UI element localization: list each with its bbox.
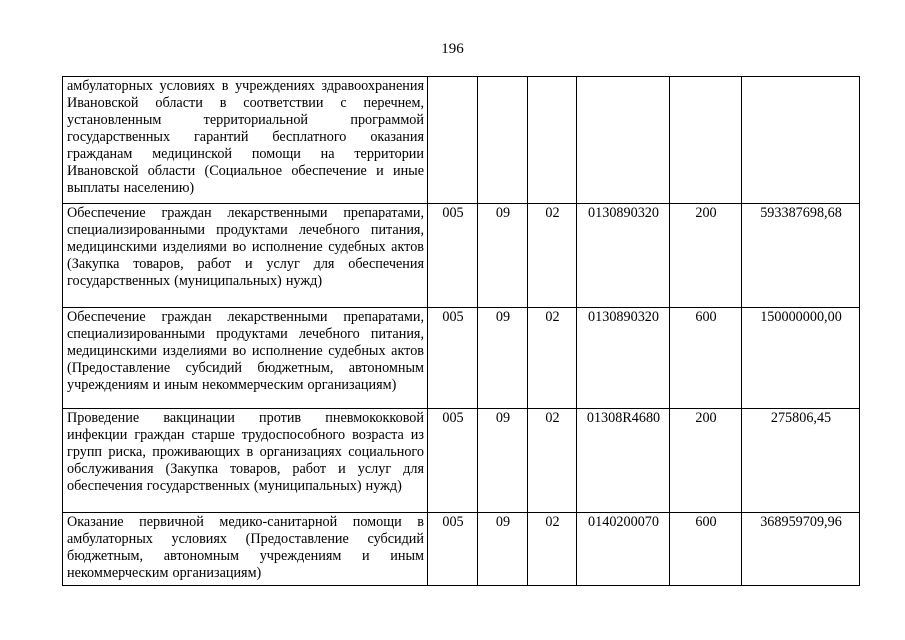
cell-expense-name: Оказание первичной медико-санитарной помощи в амбулаторных условиях (Предоставление субсидий бюджетным, автономным учреждениям и иным некоммерческим организациям) xyxy=(63,513,428,586)
cell-subsection-code: 02 xyxy=(528,204,577,308)
cell-expense-name: Обеспечение граждан лекарственными препаратами, специализированными продуктами лечебного питания, медицинскими изделиями во исполнение судебных актов (Предоставление субсидий бюджетным, автономным учреждениям и иным некоммерческим организациям) xyxy=(63,308,428,409)
cell-subsection-code: 02 xyxy=(528,513,577,586)
cell-expense-type: 600 xyxy=(670,513,742,586)
page-number: 196 xyxy=(441,41,464,57)
cell-section-code: 09 xyxy=(478,409,528,513)
cell-expense-type: 600 xyxy=(670,308,742,409)
cell-expense-name: амбулаторных условиях в учреждениях здравоохранения Ивановской области в соответствии с перечнем, установленным территориальной программой государственных гарантий бесплатного оказания гражданам медицинской помощи на территории Ивановской области (Социальное обеспечение и иные выплаты населению) xyxy=(63,77,428,204)
cell-target-article: 0140200070 xyxy=(577,513,670,586)
cell-grbs-code: 005 xyxy=(428,308,478,409)
cell-section-code: 09 xyxy=(478,513,528,586)
table-row xyxy=(63,204,860,308)
cell-amount xyxy=(742,77,860,204)
cell-target-article xyxy=(577,77,670,204)
cell-grbs-code: 005 xyxy=(428,409,478,513)
cell-target-article: 0130890320 xyxy=(577,204,670,308)
cell-section-code xyxy=(478,77,528,204)
cell-amount: 275806,45 xyxy=(742,409,860,513)
table-row xyxy=(63,77,860,204)
cell-section-code: 09 xyxy=(478,308,528,409)
cell-subsection-code xyxy=(528,77,577,204)
cell-expense-type xyxy=(670,77,742,204)
cell-target-article: 0130890320 xyxy=(577,308,670,409)
cell-expense-type: 200 xyxy=(670,409,742,513)
cell-expense-name: Проведение вакцинации против пневмококковой инфекции граждан старше трудоспособного возраста из групп риска, проживающих в организациях социального обслуживания (Закупка товаров, работ и услуг для обеспечения государственных (муниципальных) нужд) xyxy=(63,409,428,513)
table-row xyxy=(63,308,860,409)
cell-grbs-code: 005 xyxy=(428,204,478,308)
cell-expense-type: 200 xyxy=(670,204,742,308)
cell-grbs-code xyxy=(428,77,478,204)
cell-subsection-code: 02 xyxy=(528,409,577,513)
table-row xyxy=(63,409,860,513)
cell-expense-name: Обеспечение граждан лекарственными препаратами, специализированными продуктами лечебного питания, медицинскими изделиями во исполнение судебных актов (Закупка товаров, работ и услуг для обеспечения государственных (муниципальных) нужд) xyxy=(63,204,428,308)
cell-target-article: 01308R4680 xyxy=(577,409,670,513)
cell-subsection-code: 02 xyxy=(528,308,577,409)
cell-section-code: 09 xyxy=(478,204,528,308)
cell-amount: 150000000,00 xyxy=(742,308,860,409)
cell-amount: 368959709,96 xyxy=(742,513,860,586)
budget-table xyxy=(62,76,860,586)
cell-grbs-code: 005 xyxy=(428,513,478,586)
budget-table-body xyxy=(63,77,860,586)
table-row xyxy=(63,513,860,586)
cell-amount: 593387698,68 xyxy=(742,204,860,308)
